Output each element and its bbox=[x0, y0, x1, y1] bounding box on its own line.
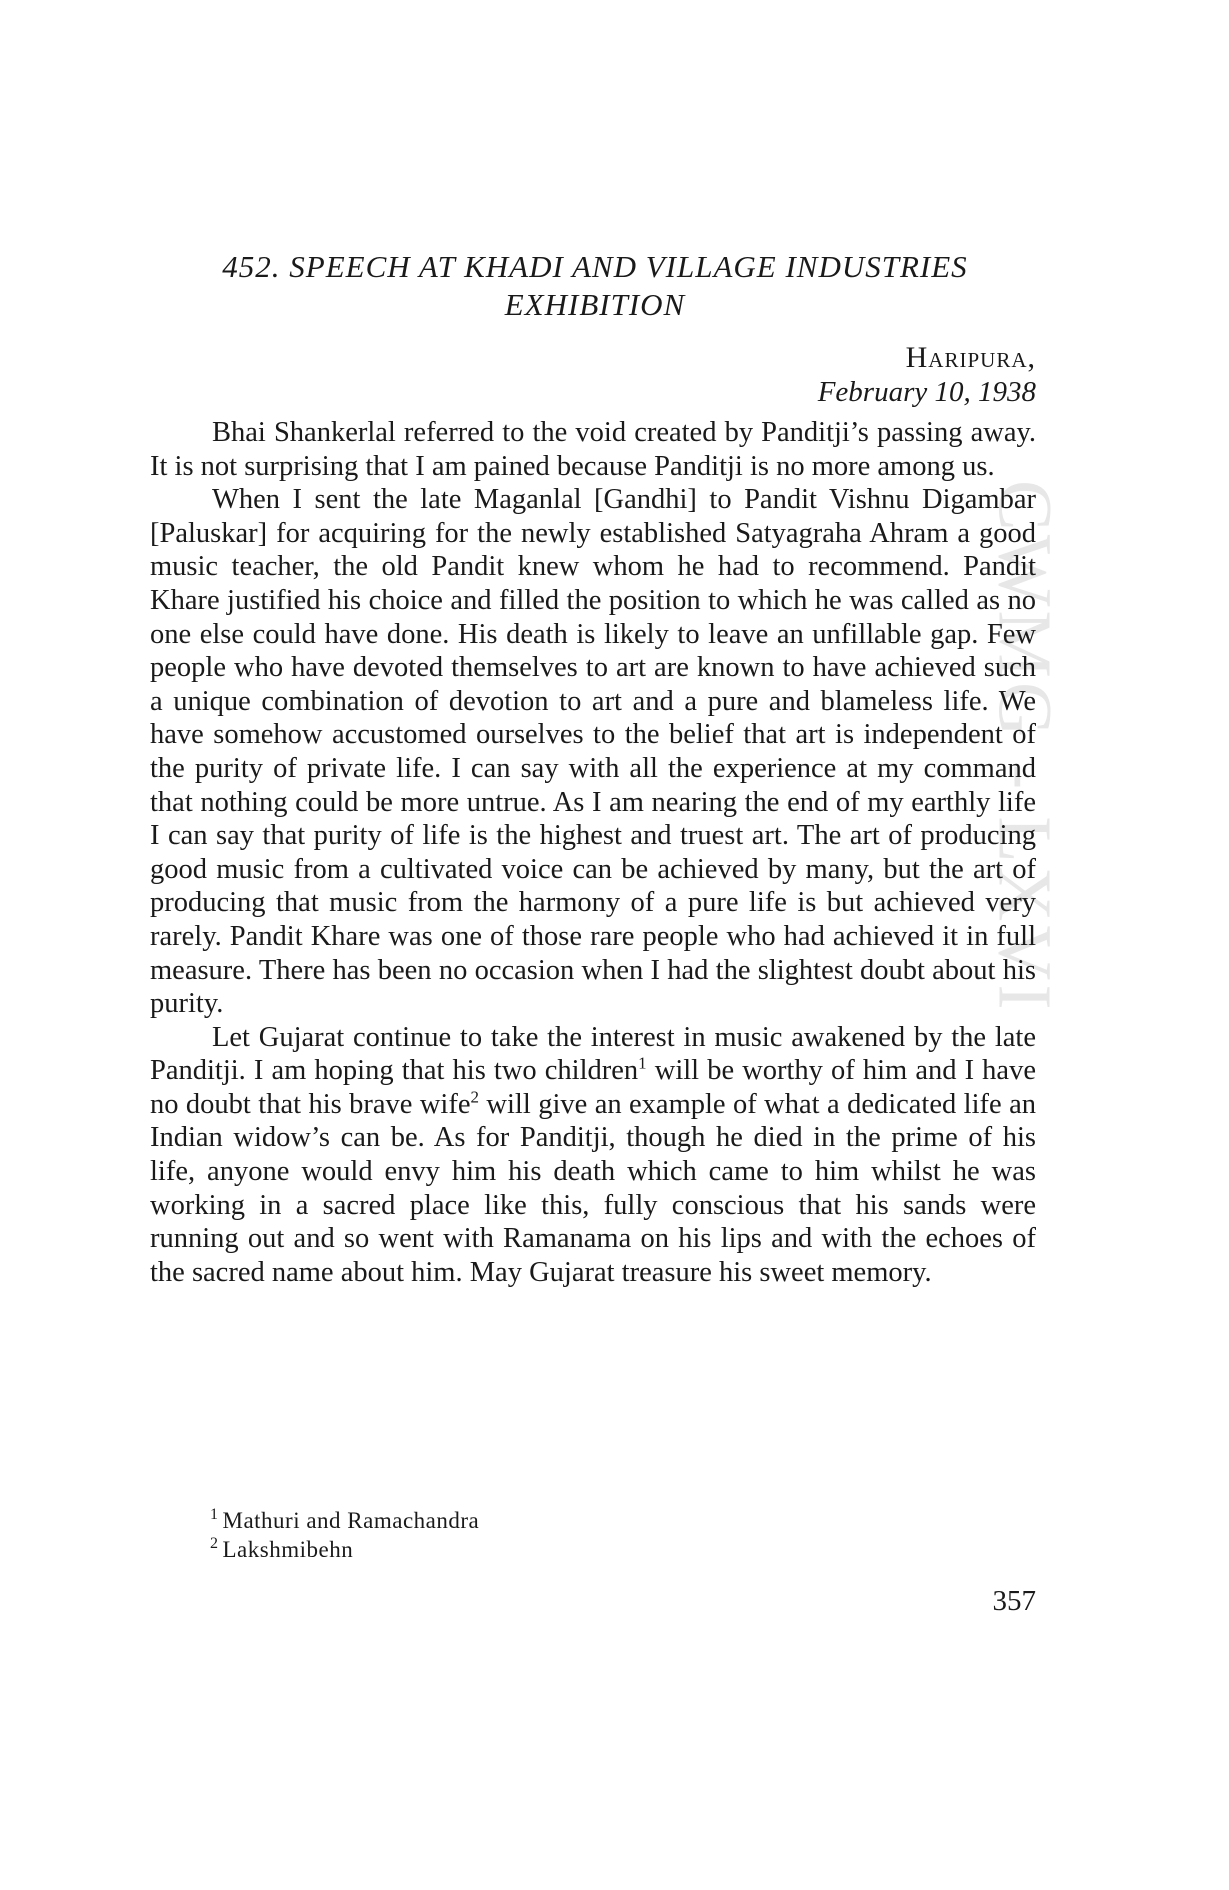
speech-body bbox=[150, 416, 1036, 1289]
heading-title-line-2: EXHIBITION bbox=[504, 287, 686, 322]
watermark-text: CWMG - LXVI bbox=[982, 480, 1067, 1014]
dateline-place: Haripura, bbox=[905, 341, 1036, 374]
footnote-2-text: Lakshmibehn bbox=[222, 1537, 354, 1562]
paragraph-2: When I sent the late Maganlal [Gandhi] to Pandit Vishnu Digambar [Paluskar] for acquiring for the newly established Satyagraha Ahram a good music teacher, the old Pandit knew whom he had to recommend. Pandit Khare justified his choice and filled the position to which he was called as no one else could have done. His death is likely to leave an unfillable gap. Few people who have devoted themselves to art are known to have achieved such a unique combination of devotion to art and a pure and blameless life. We have somehow accustomed ourselves to the belief that art is independent of the purity of private life. I can say with all the experience at my command that nothing could be more untrue. As I am nearing the end of my earthly life I can say that purity of life is the highest and truest art. The art of producing good music from a cultivated voice can be achieved by many, but the art of producing that music from the harmony of a pure life is but achieved very rarely. Pandit Khare was one of those rare people who had achieved it in full measure. There has been no occasion when I had the slightest doubt about his purity. bbox=[150, 484, 1036, 1020]
watermark bbox=[982, 480, 1125, 1440]
dateline-date: February 10, 1938 bbox=[817, 376, 1036, 408]
paragraph-3-part-b: will be worthy of him and I have no doubt that his brave wife bbox=[150, 1055, 1036, 1120]
footnote-2-mark: 2 bbox=[210, 1535, 219, 1553]
heading-title-line-1: SPEECH AT KHADI AND VILLAGE INDUSTRIES bbox=[289, 249, 968, 284]
heading-number: 452. bbox=[222, 249, 281, 284]
page-number: 357 bbox=[992, 1585, 1036, 1617]
footnote-ref-2[interactable]: 2 bbox=[470, 1087, 479, 1107]
paragraph-3 bbox=[150, 1021, 1036, 1290]
paragraph-3-part-a: Let Gujarat continue to take the interest in music awakened by the late Panditji. I am hoping that his two children bbox=[150, 1021, 1036, 1087]
paragraph-1: Bhai Shankerlal referred to the void created by Panditji’s passing away. It is not surprising that I am pained because Panditji is no more among us. bbox=[150, 417, 1036, 482]
footnote-2 bbox=[210, 1535, 910, 1564]
footnote-1-text: Mathuri and Ramachandra bbox=[222, 1508, 480, 1533]
footnote-1 bbox=[210, 1506, 910, 1535]
heading-line-1 bbox=[150, 248, 1040, 286]
footnote-1-mark: 1 bbox=[210, 1506, 219, 1524]
paragraph-3-part-c: will give an example of what a dedicated life an Indian widow’s can be. As for Panditji, though he died in the prime of his life, anyone would envy him his death which came to him whilst he was working in a sacred place like this, fully conscious that his sands were running out and so went with Ramanama on his lips and with the echoes of the sacred name about him. May Gujarat treasure his sweet memory. bbox=[150, 1088, 1036, 1288]
footnotes bbox=[210, 1506, 910, 1564]
article-heading bbox=[150, 248, 1040, 324]
watermark-graphic bbox=[982, 480, 1125, 1440]
footnote-ref-1[interactable]: 1 bbox=[638, 1053, 647, 1073]
